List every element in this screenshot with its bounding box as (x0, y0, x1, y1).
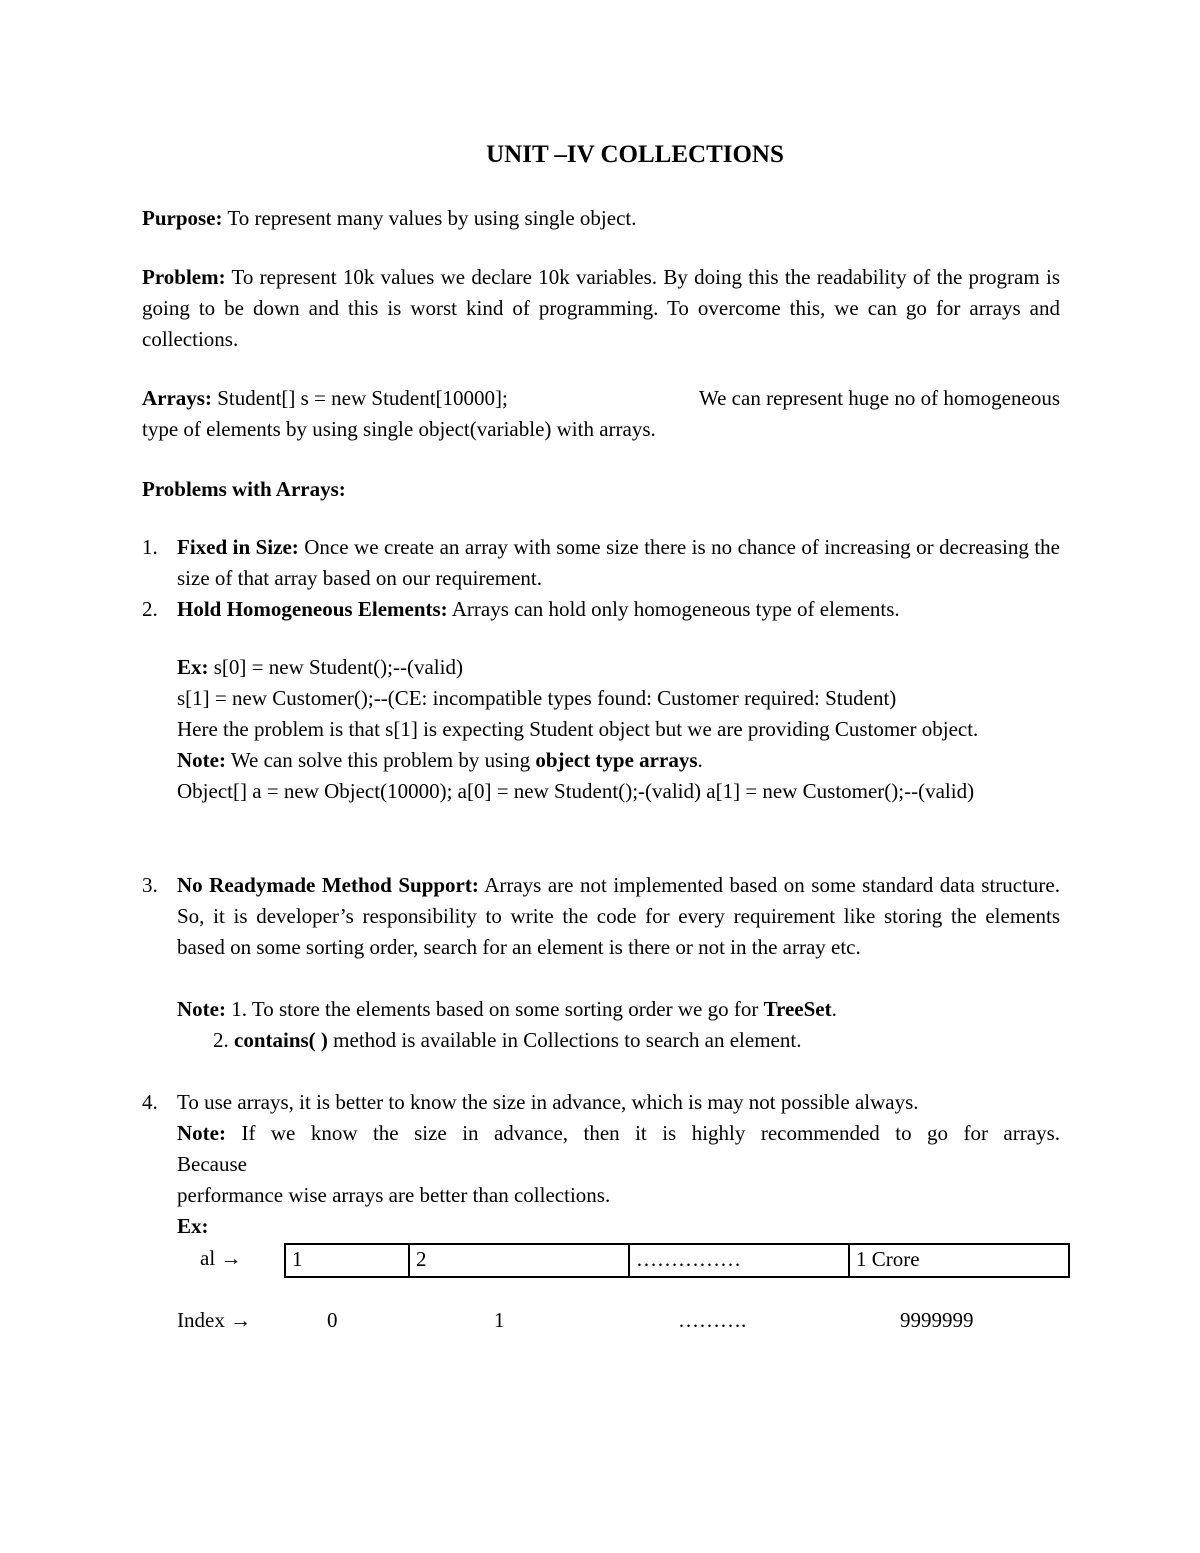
array-cell: …………… (629, 1244, 849, 1277)
note-label: Note: (177, 748, 226, 772)
index-label: Index → (177, 1308, 252, 1332)
array-cell: 1 Crore (849, 1244, 1069, 1277)
problems-heading (142, 474, 1060, 505)
note2-bold: contains( ) (234, 1028, 328, 1052)
object-array-line: Object[] a = new Object(10000); a[0] = new Student();-(valid) a[1] = new Customer();--(valid) (177, 779, 975, 803)
item-text: To use arrays, it is better to know the size in advance, which is may not possible always. (177, 1090, 919, 1114)
note-label: Note: (177, 997, 226, 1021)
al-label: al → (200, 1246, 242, 1270)
note1-end: . (831, 997, 837, 1021)
item-number: 1. (142, 535, 158, 559)
problem-paragraph (142, 262, 1060, 355)
purpose-text: To represent many values by using single object. (222, 206, 637, 230)
item-body (177, 532, 1060, 594)
array-diagram (284, 1243, 1070, 1278)
array-cell: 1 (285, 1244, 409, 1277)
item-body (177, 594, 1060, 625)
page-title: UNIT –IV COLLECTIONS (486, 141, 784, 168)
item3-notes (177, 994, 1060, 1056)
example-line1: s[0] = new Student();--(valid) (208, 655, 463, 679)
arrays-text-line1: We can represent huge no of homogeneous (698, 386, 1060, 410)
item-body (177, 1087, 1060, 1118)
arrays-paragraph (142, 383, 1060, 445)
performance-text: performance wise arrays are better than collections. (177, 1183, 611, 1207)
note-label: Note: (177, 1121, 226, 1145)
arrays-code: Student[] s = new Student[10000]; (211, 386, 508, 410)
arrays-label: Arrays: (142, 386, 212, 410)
item-label: Hold Homogeneous Elements: (177, 597, 448, 621)
item-text: Arrays are not implemented based on some standard data structure. So, it is developer’s responsibility to write the code for every requirement like storing the elements based on some sorting order, search for an element is there or not in the array etc. (177, 873, 1060, 959)
array-row (285, 1244, 1069, 1277)
index-value: 0 (327, 1308, 338, 1332)
because-text: Because (177, 1152, 247, 1176)
example-label: Ex: (177, 655, 209, 679)
problems-heading-text: Problems with Arrays: (142, 477, 346, 501)
purpose-label: Purpose: (142, 206, 223, 230)
purpose-paragraph (142, 203, 1060, 234)
item-body (177, 870, 1060, 963)
note-text: If we know the size in advance, then it is highly recommended to go for arrays. (225, 1121, 1060, 1145)
index-value: ………. (678, 1308, 747, 1332)
note-bold: object type arrays (535, 748, 698, 772)
item4-notes (177, 1118, 1060, 1242)
note2-text: method is available in Collections to search an element. (327, 1028, 802, 1052)
item-number: 4. (142, 1090, 158, 1114)
note1-bold: TreeSet (763, 997, 832, 1021)
note1-text: 1. To store the elements based on some sorting order we go for (225, 997, 764, 1021)
note-end: . (697, 748, 703, 772)
item-label: No Readymade Method Support: (177, 873, 479, 897)
example-line2: s[1] = new Customer();--(CE: incompatible types found: Customer required: Student) (177, 686, 897, 710)
problem-text: To represent 10k values we declare 10k variables. By doing this the readability of the program is going to be down and this is worst kind of programming. To overcome this, we can go for arrays and collections. (142, 265, 1060, 351)
index-value: 9999999 (900, 1308, 974, 1332)
note2-number: 2. (213, 1028, 229, 1052)
note-text: We can solve this problem by using (225, 748, 536, 772)
item-text: Arrays can hold only homogeneous type of elements. (447, 597, 900, 621)
item-label: Fixed in Size: (177, 535, 299, 559)
item-text: Once we create an array with some size there is no chance of increasing or decreasing the size of that array based on our requirement. (177, 535, 1060, 590)
index-value: 1 (494, 1308, 505, 1332)
array-cell: 2 (409, 1244, 629, 1277)
item-number: 3. (142, 873, 158, 897)
arrays-text-line2: type of elements by using single object(variable) with arrays. (142, 417, 656, 441)
item-number: 2. (142, 597, 158, 621)
example-label: Ex: (177, 1214, 209, 1238)
problem-label: Problem: (142, 265, 226, 289)
example-line3: Here the problem is that s[1] is expecting Student object but we are providing Customer object. (177, 717, 979, 741)
item2-example (177, 652, 1060, 807)
